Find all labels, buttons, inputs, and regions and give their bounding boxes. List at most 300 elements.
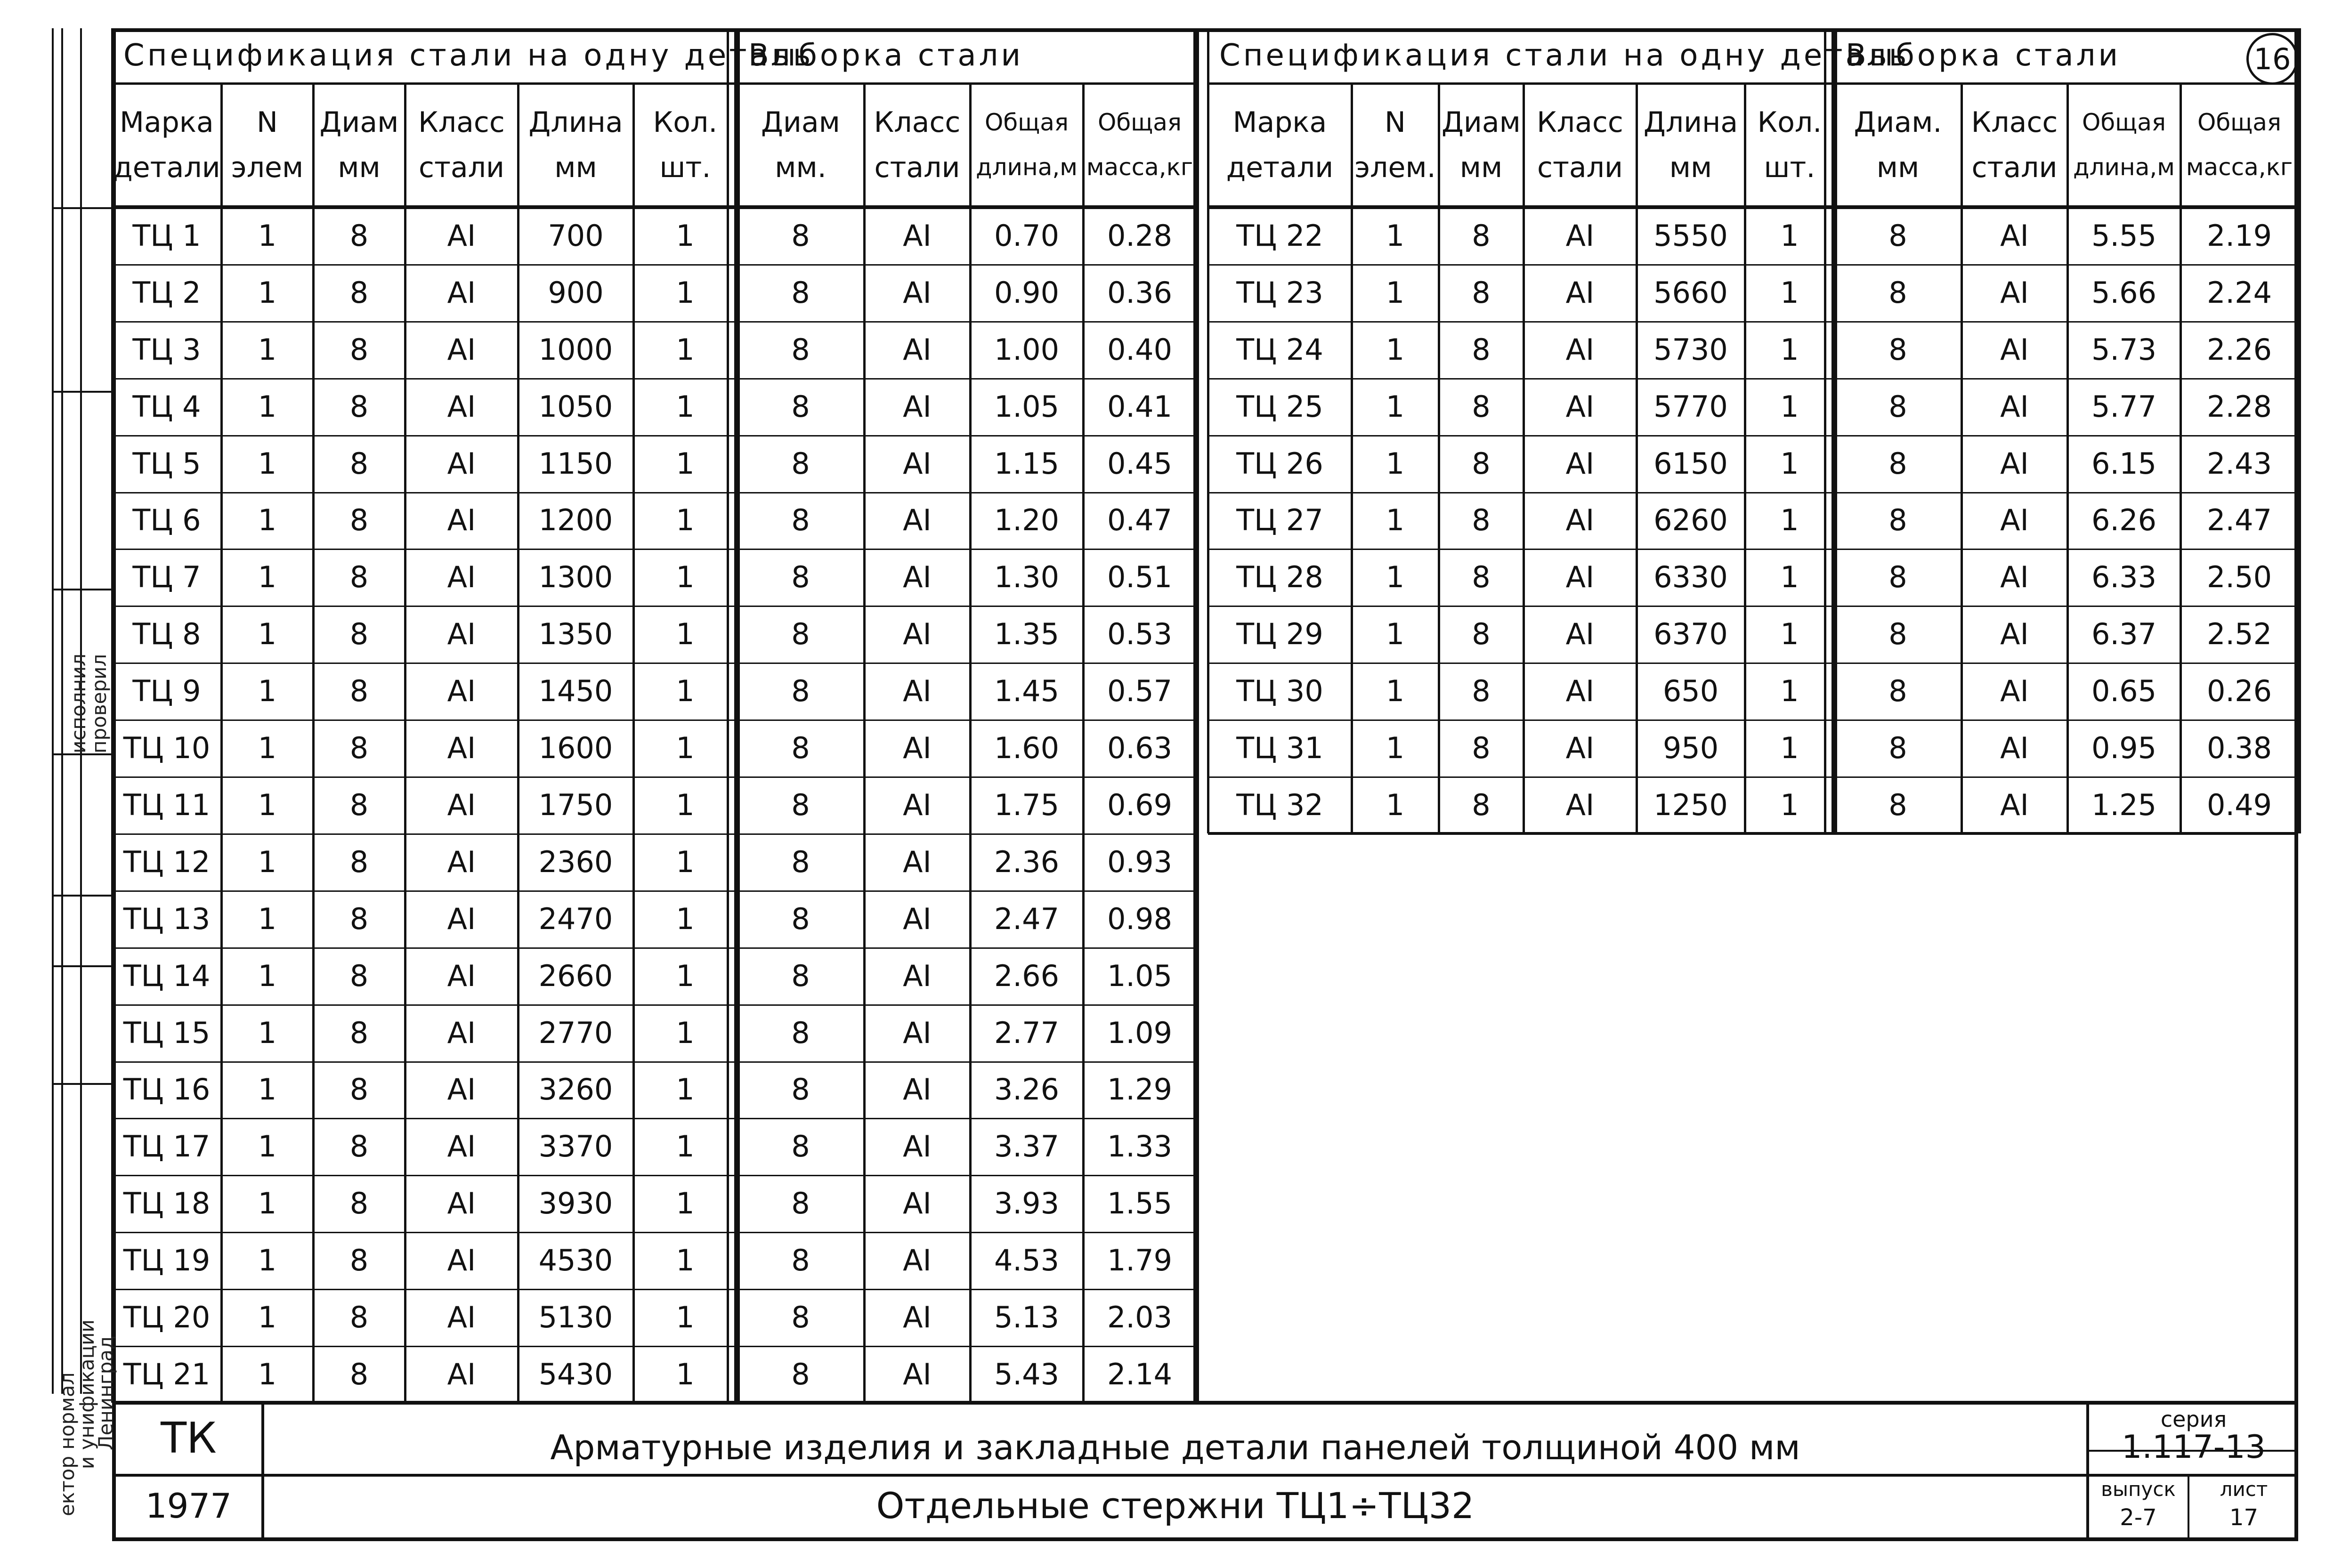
right-col-header: Общая масса,кг bbox=[2186, 108, 2293, 181]
left-table-cell: 1 bbox=[676, 674, 695, 709]
right-table-cell: 5660 bbox=[1653, 275, 1728, 310]
right-table-cell: 1 bbox=[1386, 332, 1405, 367]
right-table-cell: 8 bbox=[1888, 389, 1907, 424]
left-table-cell: 2.77 bbox=[994, 1015, 1060, 1050]
left-table-cell: 1 bbox=[258, 958, 277, 993]
right-table-cell: ТЦ 23 bbox=[1236, 275, 1323, 310]
right-table-cell: 8 bbox=[1472, 731, 1491, 766]
left-table-cell: ТЦ 2 bbox=[132, 275, 201, 310]
right-table-cell: 1 bbox=[1386, 389, 1405, 424]
left-table-cell: 2.66 bbox=[994, 958, 1060, 993]
right-table-cell: 1 bbox=[1780, 332, 1799, 367]
left-table-cell: 8 bbox=[349, 674, 369, 709]
title-drawing-name: Отдельные стержни ТЦ1÷ТЦ32 bbox=[876, 1485, 1475, 1527]
right-table-cell: АI bbox=[1565, 446, 1595, 481]
left-table-cell: ТЦ 15 bbox=[123, 1015, 211, 1050]
right-table-cell: АI bbox=[1565, 332, 1595, 367]
left-table-cell: 5.13 bbox=[994, 1300, 1060, 1335]
left-table-cell: АI bbox=[903, 446, 932, 481]
left-table-cell: ТЦ 4 bbox=[132, 389, 201, 424]
left-table-cell: 8 bbox=[349, 787, 369, 822]
right-table-cell: 6330 bbox=[1653, 560, 1728, 595]
left-table-cell: ТЦ 19 bbox=[123, 1243, 211, 1278]
left-col-header: Длина мм bbox=[528, 105, 623, 184]
right-col-header: Кол. шт. bbox=[1757, 105, 1822, 184]
left-table-cell: АI bbox=[903, 958, 932, 993]
left-table-cell: 8 bbox=[349, 1186, 369, 1221]
right-table-cell: ТЦ 27 bbox=[1236, 503, 1323, 538]
right-table-cell: 1 bbox=[1780, 275, 1799, 310]
left-col-header: Марка детали bbox=[113, 105, 220, 184]
right-table-cell: 5770 bbox=[1653, 389, 1728, 424]
left-table-cell: 1 bbox=[258, 218, 277, 253]
title-year: 1977 bbox=[145, 1486, 232, 1526]
right-table-cell: 6.33 bbox=[2091, 560, 2157, 595]
right-table-cell: ТЦ 32 bbox=[1236, 787, 1323, 822]
left-table-cell: АI bbox=[447, 787, 476, 822]
right-table-cell: 1 bbox=[1780, 560, 1799, 595]
left-table-cell: 8 bbox=[349, 1072, 369, 1107]
right-col-header: Длина мм bbox=[1643, 105, 1738, 184]
left-table-cell: 0.36 bbox=[1107, 275, 1173, 310]
right-table-cell: АI bbox=[2000, 389, 2029, 424]
left-table-cell: 1 bbox=[676, 1129, 695, 1164]
left-table-cell: ТЦ 18 bbox=[123, 1186, 211, 1221]
right-table-cell: 8 bbox=[1888, 674, 1907, 709]
left-table-cell: 1300 bbox=[538, 560, 613, 595]
right-spec-title: Спецификация стали на одну деталь bbox=[1219, 38, 1910, 73]
left-table-cell: 1150 bbox=[538, 446, 613, 481]
left-table-cell: 2660 bbox=[538, 958, 613, 993]
left-table-cell: 2.14 bbox=[1107, 1357, 1173, 1391]
left-table-cell: 1 bbox=[258, 560, 277, 595]
right-table-cell: 8 bbox=[1472, 560, 1491, 595]
left-table-cell: 8 bbox=[349, 446, 369, 481]
left-table-cell: 0.93 bbox=[1107, 844, 1173, 879]
right-table-cell: 5.77 bbox=[2091, 389, 2157, 424]
right-table-cell: 2.43 bbox=[2206, 446, 2272, 481]
left-table-cell: 1.00 bbox=[994, 332, 1060, 367]
left-table-cell: 8 bbox=[791, 389, 810, 424]
left-select-title: Выборка стали bbox=[748, 38, 1024, 73]
left-table-cell: АI bbox=[903, 1357, 932, 1391]
left-table-cell: 1050 bbox=[538, 389, 613, 424]
left-table-cell: ТЦ 12 bbox=[123, 844, 211, 879]
right-table-cell: 1 bbox=[1780, 787, 1799, 822]
right-table-cell: 6370 bbox=[1653, 617, 1728, 652]
right-table-cell: 5550 bbox=[1653, 218, 1728, 253]
left-table-cell: 0.28 bbox=[1107, 218, 1173, 253]
right-table-cell: ТЦ 31 bbox=[1236, 731, 1323, 766]
left-table-cell: 4.53 bbox=[994, 1243, 1060, 1278]
right-table-cell: 1250 bbox=[1653, 787, 1728, 822]
left-table-cell: 1 bbox=[676, 218, 695, 253]
left-table-cell: АI bbox=[447, 901, 476, 936]
left-table-cell: 8 bbox=[349, 1357, 369, 1391]
margin-stamp-line: ектор нормал bbox=[56, 1372, 79, 1516]
right-table-cell: АI bbox=[2000, 560, 2029, 595]
left-table-cell: 1.30 bbox=[994, 560, 1060, 595]
right-table-cell: АI bbox=[2000, 275, 2029, 310]
left-table-cell: 8 bbox=[791, 1243, 810, 1278]
right-table-cell: 6.26 bbox=[2091, 503, 2157, 538]
right-table-cell: АI bbox=[1565, 674, 1595, 709]
left-table-cell: 1 bbox=[258, 844, 277, 879]
left-table-cell: 8 bbox=[349, 1129, 369, 1164]
right-table-cell: 0.49 bbox=[2206, 787, 2272, 822]
left-table-cell: 0.47 bbox=[1107, 503, 1173, 538]
left-table-cell: 8 bbox=[349, 958, 369, 993]
right-table-cell: 8 bbox=[1888, 218, 1907, 253]
right-table-cell: 2.26 bbox=[2206, 332, 2272, 367]
right-col-header: Марка детали bbox=[1226, 105, 1334, 184]
left-table-cell: 8 bbox=[349, 503, 369, 538]
left-table-cell: АI bbox=[903, 787, 932, 822]
left-table-cell: 1600 bbox=[538, 731, 613, 766]
sheet-value: 17 bbox=[2229, 1504, 2259, 1531]
right-table-cell: 8 bbox=[1472, 389, 1491, 424]
right-table-cell: 0.65 bbox=[2091, 674, 2157, 709]
left-table-cell: 8 bbox=[791, 844, 810, 879]
left-table-cell: 1 bbox=[258, 787, 277, 822]
left-table-cell: АI bbox=[447, 1357, 476, 1391]
left-table-cell: 3260 bbox=[538, 1072, 613, 1107]
left-table-cell: 3370 bbox=[538, 1129, 613, 1164]
series-label: серия bbox=[2160, 1406, 2227, 1432]
left-table-cell: 1.05 bbox=[1107, 958, 1173, 993]
left-table-cell: 8 bbox=[791, 958, 810, 993]
right-table-cell: 8 bbox=[1888, 617, 1907, 652]
right-table-cell: 6.15 bbox=[2091, 446, 2157, 481]
left-table-cell: 5430 bbox=[538, 1357, 613, 1391]
left-table-cell: АI bbox=[447, 560, 476, 595]
right-table-cell: 650 bbox=[1662, 674, 1719, 709]
left-table-cell: 1.05 bbox=[994, 389, 1060, 424]
left-table-cell: 1 bbox=[258, 1015, 277, 1050]
left-table-cell: 1 bbox=[258, 1243, 277, 1278]
left-table-cell: АI bbox=[903, 332, 932, 367]
left-table-cell: ТЦ 10 bbox=[123, 731, 211, 766]
left-table-cell: 1 bbox=[676, 1072, 695, 1107]
right-table-cell: 8 bbox=[1472, 446, 1491, 481]
right-table-cell: 1 bbox=[1780, 617, 1799, 652]
right-table-cell: 6260 bbox=[1653, 503, 1728, 538]
right-table-cell: 8 bbox=[1472, 218, 1491, 253]
left-table-cell: 8 bbox=[349, 731, 369, 766]
left-table-cell: 1.09 bbox=[1107, 1015, 1173, 1050]
right-table-cell: 8 bbox=[1472, 617, 1491, 652]
margin-tick bbox=[52, 391, 112, 393]
left-table-cell: ТЦ 21 bbox=[123, 1357, 211, 1391]
right-table-cell: 1 bbox=[1386, 731, 1405, 766]
left-table-cell: 0.40 bbox=[1107, 332, 1173, 367]
margin-tick bbox=[52, 895, 112, 897]
left-table-cell: АI bbox=[447, 446, 476, 481]
left-table-cell: АI bbox=[903, 674, 932, 709]
left-table-cell: 8 bbox=[349, 844, 369, 879]
right-table-cell: 1 bbox=[1386, 674, 1405, 709]
left-table-cell: 0.90 bbox=[994, 275, 1060, 310]
issue-label: выпуск bbox=[2101, 1478, 2176, 1501]
frame-bottom bbox=[112, 1537, 2298, 1541]
issue-value: 2-7 bbox=[2120, 1504, 2157, 1531]
margin-tick bbox=[52, 207, 112, 209]
right-table-cell: 1 bbox=[1780, 674, 1799, 709]
left-table-cell: 1 bbox=[258, 731, 277, 766]
left-col-header: N элем bbox=[231, 105, 304, 184]
left-table-cell: 1 bbox=[258, 1072, 277, 1107]
left-table-cell: 5130 bbox=[538, 1300, 613, 1335]
left-table-cell: АI bbox=[447, 844, 476, 879]
left-col-header: Класс стали bbox=[418, 105, 505, 184]
left-table-cell: 1 bbox=[676, 332, 695, 367]
left-table-cell: АI bbox=[903, 275, 932, 310]
right-table-cell: 8 bbox=[1888, 332, 1907, 367]
right-table-cell: 1 bbox=[1780, 731, 1799, 766]
left-table-cell: 1 bbox=[258, 1300, 277, 1335]
left-table-cell: 900 bbox=[548, 275, 604, 310]
left-table-cell: 2.36 bbox=[994, 844, 1060, 879]
left-table-cell: ТЦ 3 bbox=[132, 332, 201, 367]
margin-role: исполнил bbox=[67, 654, 90, 753]
left-table-cell: АI bbox=[447, 1243, 476, 1278]
left-table-cell: 1 bbox=[676, 1357, 695, 1391]
left-table-cell: АI bbox=[903, 1072, 932, 1107]
right-table-cell: ТЦ 28 bbox=[1236, 560, 1323, 595]
left-table-cell: АI bbox=[447, 1186, 476, 1221]
left-table-cell: 8 bbox=[791, 787, 810, 822]
right-table-cell: 8 bbox=[1888, 787, 1907, 822]
right-table-cell: 1 bbox=[1386, 218, 1405, 253]
title-block-top bbox=[112, 1401, 2298, 1405]
right-table-cell: 5730 bbox=[1653, 332, 1728, 367]
right-table-cell: 8 bbox=[1888, 503, 1907, 538]
left-table-cell: 1 bbox=[258, 332, 277, 367]
left-table-cell: 1 bbox=[676, 1243, 695, 1278]
left-table-cell: 1 bbox=[676, 503, 695, 538]
right-table-cell: 8 bbox=[1472, 503, 1491, 538]
left-table-cell: 1 bbox=[258, 617, 277, 652]
left-table-cell: АI bbox=[447, 218, 476, 253]
left-table-cell: ТЦ 16 bbox=[123, 1072, 211, 1107]
left-table-cell: 8 bbox=[349, 617, 369, 652]
left-table-cell: 1 bbox=[258, 275, 277, 310]
left-table-cell: 8 bbox=[791, 218, 810, 253]
left-table-cell: 3.93 bbox=[994, 1186, 1060, 1221]
right-table-cell: 1 bbox=[1780, 218, 1799, 253]
left-spec-title: Спецификация стали на одну деталь bbox=[123, 38, 814, 73]
left-table-cell: АI bbox=[447, 1015, 476, 1050]
right-col-header: N элем. bbox=[1354, 105, 1436, 184]
left-table-cell: АI bbox=[903, 1129, 932, 1164]
left-table-cell: 8 bbox=[349, 1015, 369, 1050]
right-table-cell: 1 bbox=[1386, 503, 1405, 538]
left-table-cell: 1 bbox=[676, 446, 695, 481]
left-table-cell: 0.70 bbox=[994, 218, 1060, 253]
left-table-cell: 8 bbox=[791, 1015, 810, 1050]
right-table-cell: АI bbox=[2000, 731, 2029, 766]
left-table-cell: 8 bbox=[791, 1300, 810, 1335]
margin-role: проверил bbox=[88, 654, 111, 753]
left-table-cell: ТЦ 1 bbox=[132, 218, 201, 253]
right-table-cell: 2.28 bbox=[2206, 389, 2272, 424]
left-table-cell: 8 bbox=[791, 503, 810, 538]
left-table-cell: 1.55 bbox=[1107, 1186, 1173, 1221]
left-table-cell: АI bbox=[447, 275, 476, 310]
left-table-cell: 8 bbox=[349, 332, 369, 367]
left-table-cell: 1 bbox=[676, 787, 695, 822]
left-table-cell: ТЦ 9 bbox=[132, 674, 201, 709]
left-table-cell: 8 bbox=[349, 218, 369, 253]
left-table-cell: АI bbox=[903, 1015, 932, 1050]
left-table-cell: 2770 bbox=[538, 1015, 613, 1050]
left-table-cell: АI bbox=[447, 731, 476, 766]
left-table-cell: 8 bbox=[791, 1186, 810, 1221]
left-table-cell: 8 bbox=[791, 1357, 810, 1391]
right-table-cell: АI bbox=[2000, 218, 2029, 253]
left-table-cell: АI bbox=[903, 503, 932, 538]
right-table-cell: 1 bbox=[1386, 560, 1405, 595]
left-table-cell: 1 bbox=[258, 901, 277, 936]
left-table-cell: 8 bbox=[791, 617, 810, 652]
left-table-cell: 8 bbox=[349, 1300, 369, 1335]
right-table-cell: 0.95 bbox=[2091, 731, 2157, 766]
right-table-cell: АI bbox=[1565, 787, 1595, 822]
left-table-cell: 1350 bbox=[538, 617, 613, 652]
left-table-cell: ТЦ 6 bbox=[132, 503, 201, 538]
left-table-cell: 1 bbox=[676, 958, 695, 993]
margin-tick bbox=[52, 965, 112, 967]
left-table-cell: 2.47 bbox=[994, 901, 1060, 936]
right-table-cell: 5.66 bbox=[2091, 275, 2157, 310]
left-col-header: Общая длина,м bbox=[976, 108, 1078, 181]
left-table-cell: 1 bbox=[258, 389, 277, 424]
left-table-cell: 3.37 bbox=[994, 1129, 1060, 1164]
left-table-cell: 8 bbox=[349, 1243, 369, 1278]
left-col-header: Диам мм. bbox=[761, 105, 840, 184]
left-table-cell: ТЦ 8 bbox=[132, 617, 201, 652]
right-table-cell: 1 bbox=[1386, 617, 1405, 652]
right-table-cell: 950 bbox=[1662, 731, 1719, 766]
left-table-cell: 1.35 bbox=[994, 617, 1060, 652]
left-table-cell: 8 bbox=[349, 901, 369, 936]
left-table-cell: 0.51 bbox=[1107, 560, 1173, 595]
left-table-cell: 8 bbox=[791, 275, 810, 310]
left-table-cell: 8 bbox=[791, 560, 810, 595]
left-table-cell: 1 bbox=[676, 1015, 695, 1050]
sheet-label: лист bbox=[2220, 1478, 2268, 1501]
left-table-cell: 1 bbox=[676, 1300, 695, 1335]
right-table-cell: АI bbox=[1565, 560, 1595, 595]
left-table-cell: АI bbox=[447, 617, 476, 652]
left-table-cell: 3930 bbox=[538, 1186, 613, 1221]
margin-tick bbox=[52, 589, 112, 590]
right-table-cell: 6.37 bbox=[2091, 617, 2157, 652]
right-table-cell: 6150 bbox=[1653, 446, 1728, 481]
right-table-cell: 1 bbox=[1386, 787, 1405, 822]
left-table-cell: АI bbox=[447, 674, 476, 709]
right-table-cell: АI bbox=[2000, 617, 2029, 652]
left-table-cell: 1 bbox=[676, 275, 695, 310]
left-table-cell: 8 bbox=[791, 332, 810, 367]
left-table-cell: 0.98 bbox=[1107, 901, 1173, 936]
left-table-cell: 1 bbox=[676, 731, 695, 766]
left-table-cell: 1 bbox=[258, 1186, 277, 1221]
left-col-header: Класс стали bbox=[874, 105, 961, 184]
right-table-cell: 1.25 bbox=[2091, 787, 2157, 822]
margin-stamp-line: Ленинград bbox=[94, 1335, 117, 1450]
left-table-cell: 2.03 bbox=[1107, 1300, 1173, 1335]
left-table-cell: 1450 bbox=[538, 674, 613, 709]
left-table-cell: 1.45 bbox=[994, 674, 1060, 709]
right-table-cell: 8 bbox=[1472, 332, 1491, 367]
right-table-cell: АI bbox=[1565, 218, 1595, 253]
right-table-cell: 1 bbox=[1780, 503, 1799, 538]
margin-line bbox=[52, 28, 54, 1394]
right-table-cell: 2.19 bbox=[2206, 218, 2272, 253]
right-table-cell: АI bbox=[2000, 332, 2029, 367]
left-table-cell: АI bbox=[447, 1072, 476, 1107]
left-table-cell: 2360 bbox=[538, 844, 613, 879]
left-table-cell: АI bbox=[903, 1186, 932, 1221]
left-table-cell: 1.79 bbox=[1107, 1243, 1173, 1278]
right-table-cell: 5.55 bbox=[2091, 218, 2157, 253]
left-table-cell: 8 bbox=[791, 901, 810, 936]
right-col-header: Диам мм bbox=[1442, 105, 1521, 184]
left-table-cell: 1.20 bbox=[994, 503, 1060, 538]
right-table-cell: 0.26 bbox=[2206, 674, 2272, 709]
left-table-cell: 4530 bbox=[538, 1243, 613, 1278]
left-table-cell: 5.43 bbox=[994, 1357, 1060, 1391]
left-table-cell: АI bbox=[447, 958, 476, 993]
right-table-cell: 2.24 bbox=[2206, 275, 2272, 310]
left-table-cell: 1 bbox=[258, 503, 277, 538]
left-table-cell: АI bbox=[903, 1243, 932, 1278]
left-table-cell: 1.15 bbox=[994, 446, 1060, 481]
left-table-cell: 1 bbox=[676, 1186, 695, 1221]
right-table-cell: 8 bbox=[1472, 275, 1491, 310]
margin-line bbox=[61, 28, 63, 1394]
right-table-cell: АI bbox=[1565, 389, 1595, 424]
left-table-cell: 0.53 bbox=[1107, 617, 1173, 652]
left-table-cell: АI bbox=[903, 389, 932, 424]
right-table-cell: АI bbox=[2000, 503, 2029, 538]
left-table-cell: 1.75 bbox=[994, 787, 1060, 822]
left-table-cell: 1750 bbox=[538, 787, 613, 822]
right-table-cell: АI bbox=[2000, 674, 2029, 709]
left-table-cell: ТЦ 20 bbox=[123, 1300, 211, 1335]
right-table-cell: 8 bbox=[1888, 275, 1907, 310]
left-table-cell: 1 bbox=[258, 674, 277, 709]
right-col-header: Диам. мм bbox=[1854, 105, 1942, 184]
right-table-cell: 5.73 bbox=[2091, 332, 2157, 367]
left-table-cell: АI bbox=[903, 731, 932, 766]
right-table-cell: 1 bbox=[1386, 446, 1405, 481]
left-table-cell: 8 bbox=[791, 674, 810, 709]
left-table-cell: АI bbox=[903, 560, 932, 595]
right-table-bottom bbox=[1208, 832, 2298, 835]
right-col-header: Общая длина,м bbox=[2073, 108, 2175, 181]
right-table-cell: ТЦ 24 bbox=[1236, 332, 1323, 367]
left-table-cell: 3.26 bbox=[994, 1072, 1060, 1107]
left-table-cell: 8 bbox=[349, 389, 369, 424]
left-table-cell: 1 bbox=[676, 389, 695, 424]
left-table-cell: 8 bbox=[791, 731, 810, 766]
right-table-cell: АI bbox=[2000, 446, 2029, 481]
right-table-cell: АI bbox=[1565, 617, 1595, 652]
left-table-cell: 8 bbox=[791, 1072, 810, 1107]
right-table-cell: 8 bbox=[1888, 731, 1907, 766]
